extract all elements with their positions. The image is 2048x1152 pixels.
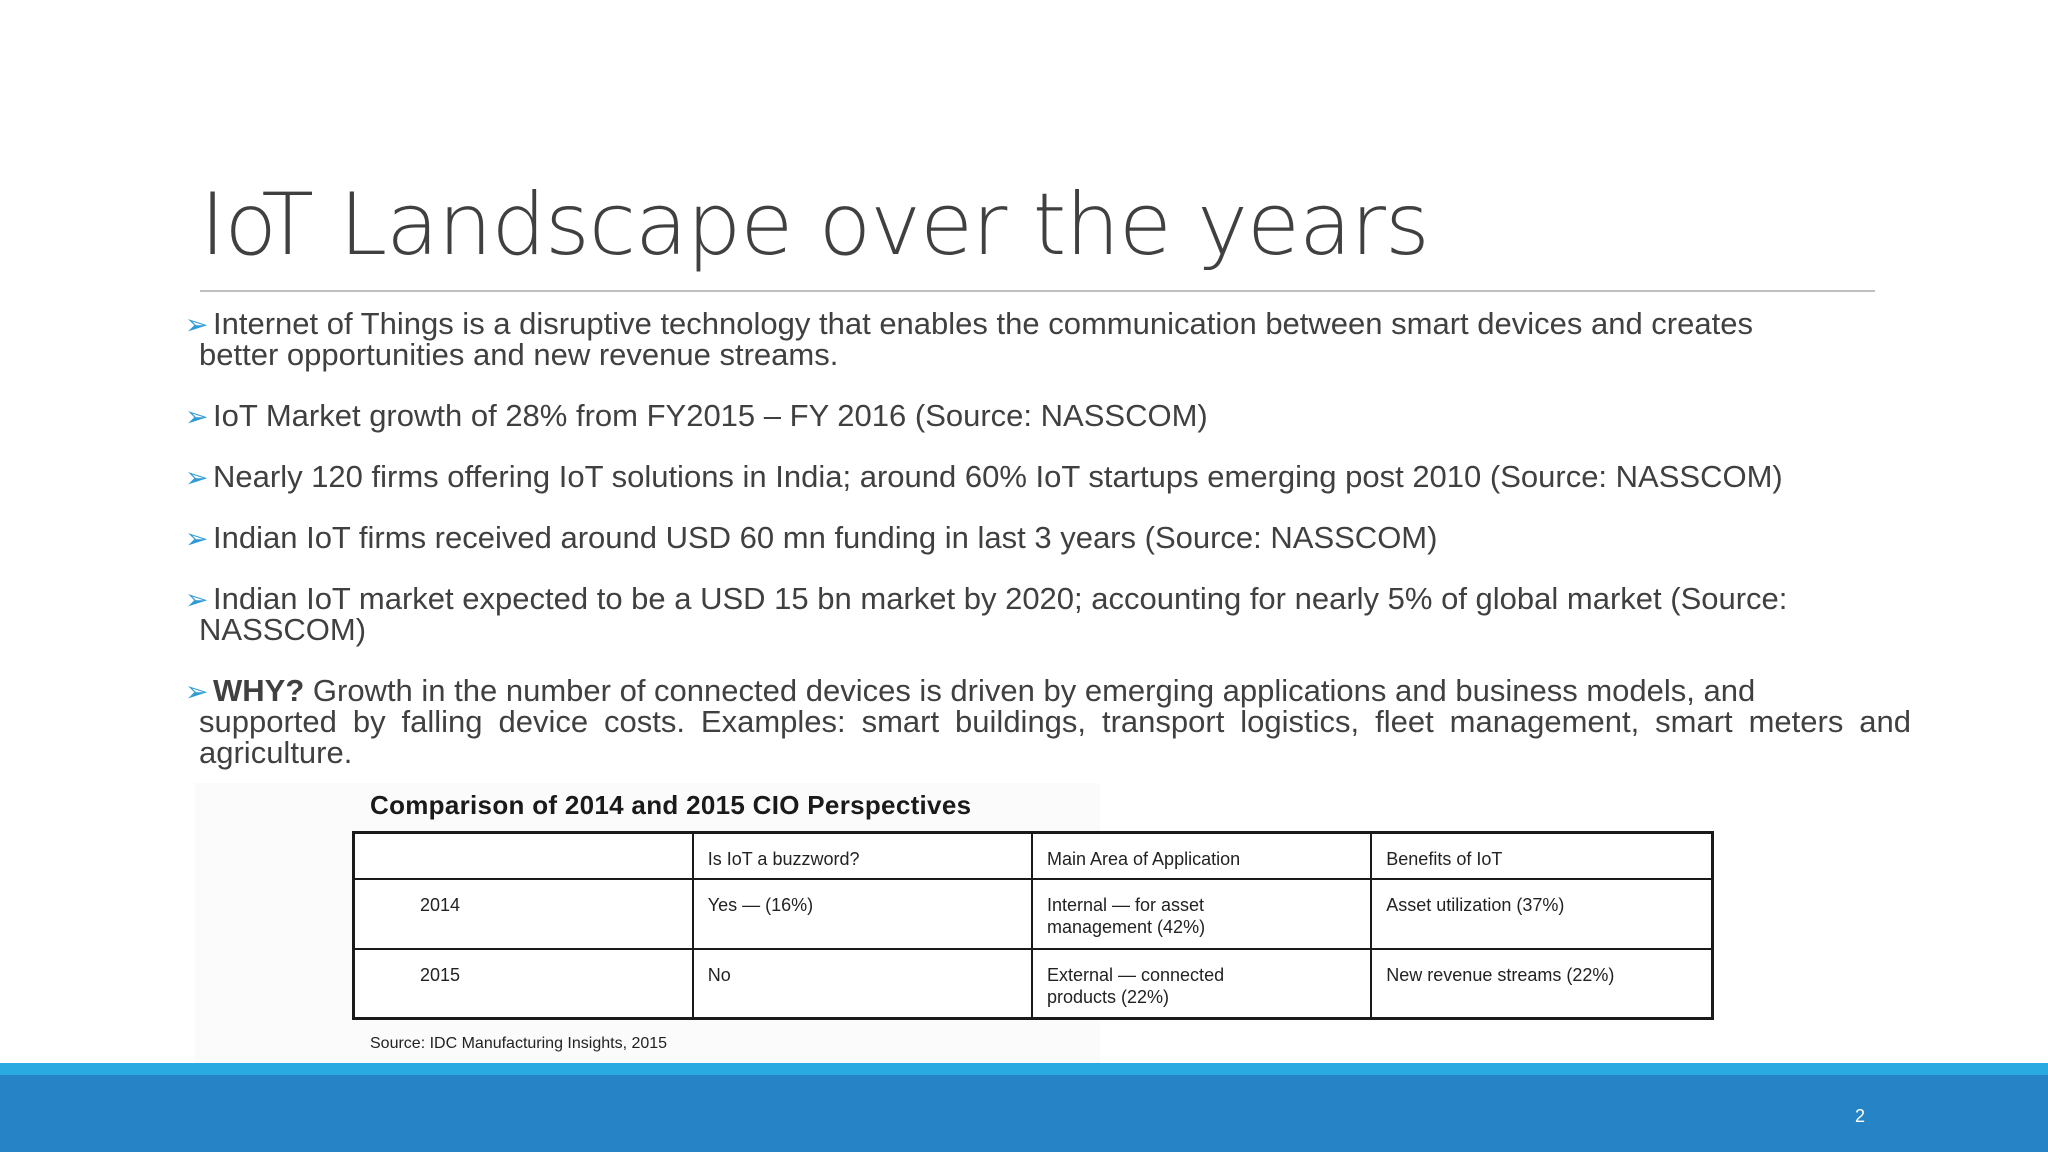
table-header-cell: Main Area of Application	[1032, 833, 1371, 879]
footer-accent-line	[0, 1063, 2048, 1075]
bullet-text-continued: better opportunities and new revenue streams.	[199, 337, 839, 372]
table-cell-year: 2015	[354, 949, 693, 1019]
bullet-bold-label: WHY?	[213, 673, 305, 708]
table-cell-line: Internal — for asset	[1046, 894, 1205, 915]
bullet-item	[185, 675, 1911, 768]
bullet-text: Internet of Things is a disruptive technology that enables the communication between smart devices and creates	[213, 306, 1753, 341]
bullet-text: Indian IoT market expected to be a USD 15 bn market by 2020; accounting for nearly 5% of global market (Source:	[213, 581, 1788, 616]
arrow-bullet-icon: ➢	[185, 675, 209, 708]
bullet-text: Growth in the number of connected devices is driven by emerging applications and business models, and	[304, 673, 1756, 708]
title-divider	[200, 290, 1875, 292]
bullet-item	[185, 522, 1911, 553]
arrow-bullet-icon: ➢	[185, 461, 209, 494]
table-cell: Yes — (16%)	[693, 879, 1032, 949]
arrow-bullet-icon: ➢	[185, 308, 209, 341]
bullet-item	[185, 583, 1911, 645]
table-cell-line: products (22%)	[1046, 986, 1170, 1007]
table-cell: No	[693, 949, 1032, 1019]
arrow-bullet-icon: ➢	[185, 400, 209, 433]
bullet-text-continued: NASSCOM)	[199, 612, 367, 647]
cio-comparison-table	[352, 831, 1714, 1020]
table-cell	[1032, 949, 1371, 1019]
table-header-row	[354, 833, 1713, 879]
bullet-text: IoT Market growth of 28% from FY2015 – FY 2016 (Source: NASSCOM)	[213, 398, 1208, 433]
slide-title: IoT Landscape over the years	[200, 175, 1429, 275]
arrow-bullet-icon: ➢	[185, 583, 209, 616]
table-header-cell: Benefits of IoT	[1371, 833, 1712, 879]
bullet-item	[185, 461, 1911, 492]
arrow-bullet-icon: ➢	[185, 522, 209, 555]
table-cell	[1032, 879, 1371, 949]
figure-source: Source: IDC Manufacturing Insights, 2015	[370, 1035, 668, 1052]
bullet-text-continued: supported by falling device costs. Examples: smart buildings, transport logistics, fleet management, smart meters and agriculture.	[199, 704, 1911, 770]
table-cell-line: management (42%)	[1046, 916, 1206, 937]
bullet-item	[185, 308, 1911, 370]
figure-title: Comparison of 2014 and 2015 CIO Perspectives	[370, 790, 972, 820]
table-header-cell	[354, 833, 693, 879]
bullet-item	[185, 400, 1911, 431]
bullet-text: Indian IoT firms received around USD 60 mn funding in last 3 years (Source: NASSCOM)	[213, 520, 1438, 555]
table-row	[354, 879, 1713, 949]
table-cell-year: 2014	[354, 879, 693, 949]
bullet-list	[185, 308, 1911, 798]
footer-bar	[0, 1075, 2048, 1152]
bullet-text: Nearly 120 firms offering IoT solutions in India; around 60% IoT startups emerging post 2010 (Source: NASSCOM)	[213, 459, 1783, 494]
table-cell: Asset utilization (37%)	[1371, 879, 1712, 949]
table-cell: New revenue streams (22%)	[1371, 949, 1712, 1019]
page-number: 2	[1855, 1106, 1866, 1126]
table-row	[354, 949, 1713, 1019]
table-cell-line: External — connected	[1046, 964, 1225, 985]
table-header-cell: Is IoT a buzzword?	[693, 833, 1032, 879]
